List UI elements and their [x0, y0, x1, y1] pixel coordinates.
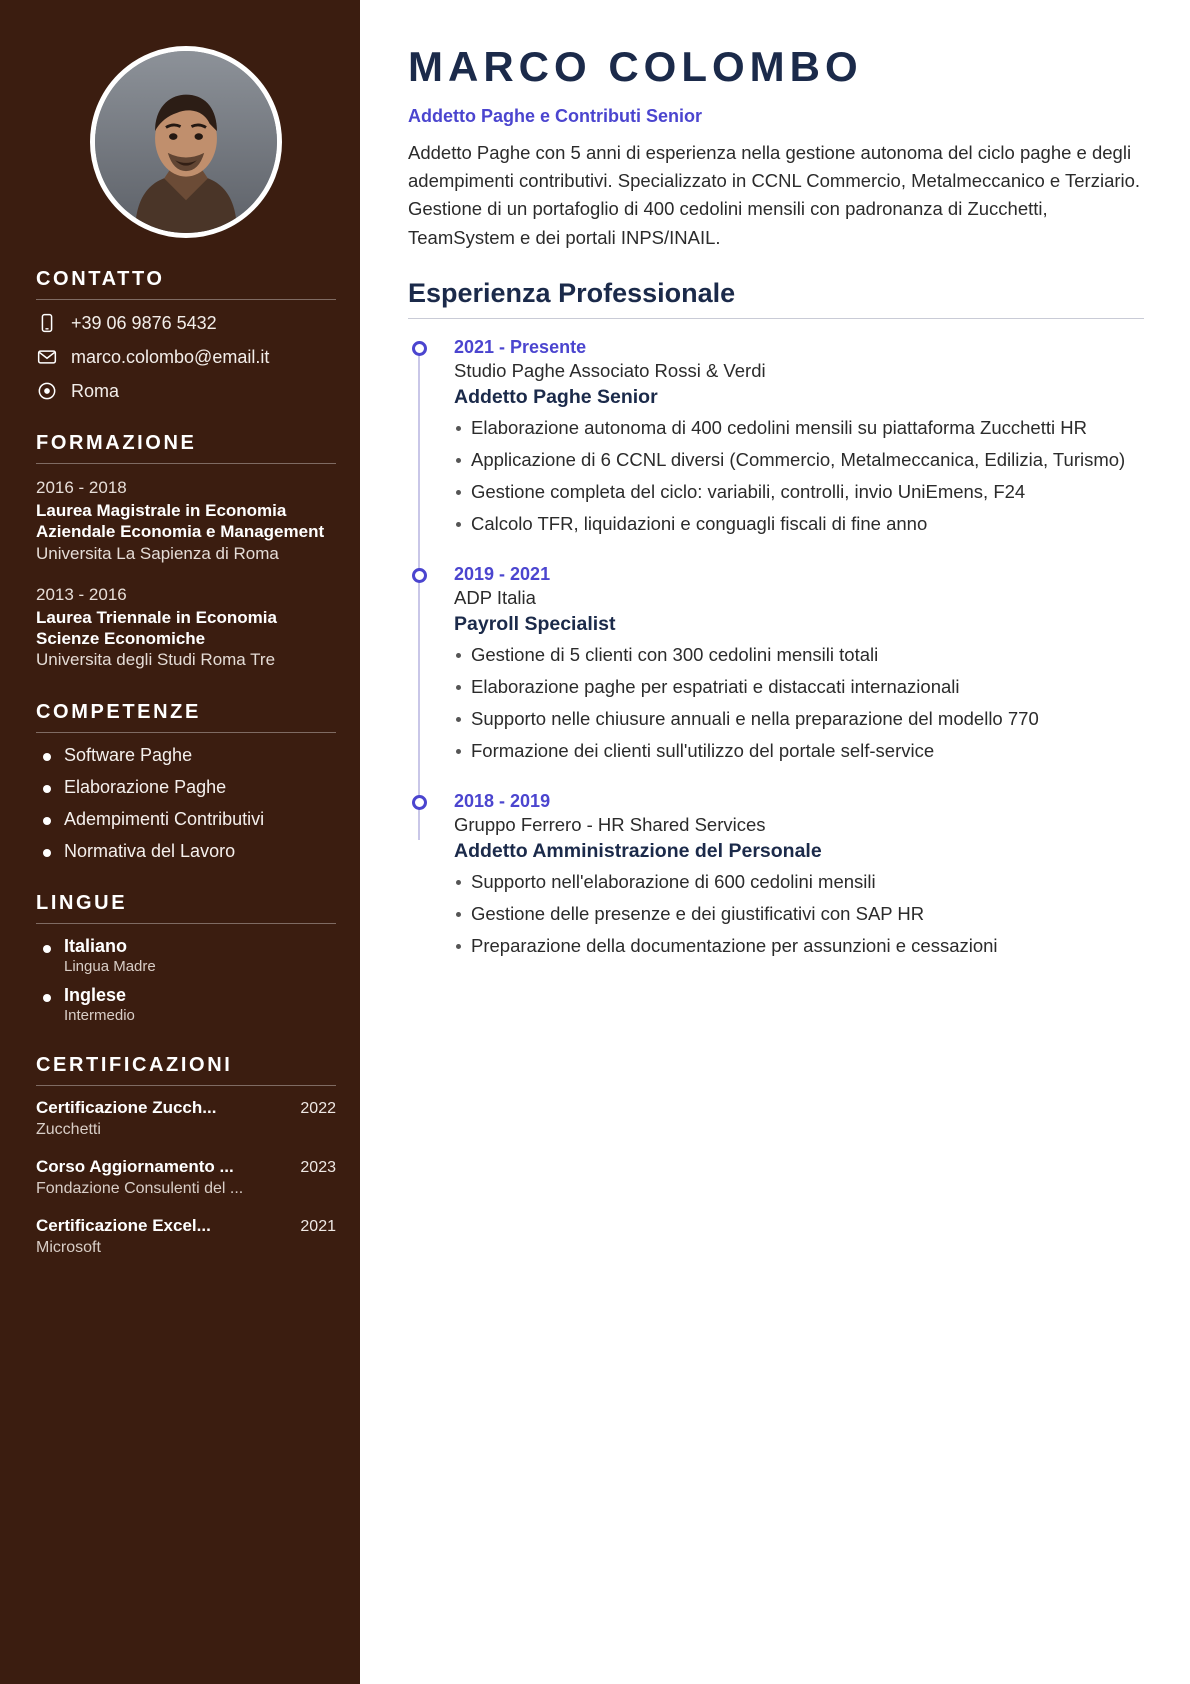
skills-section — [36, 701, 336, 862]
education-degree: Laurea Magistrale in Economia Aziendale Economia e Management — [36, 500, 325, 542]
certification-org: Zucchetti — [36, 1121, 101, 1139]
list-item: Elaborazione paghe per espatriati e distaccati internazionali — [454, 674, 1144, 700]
list-item: Formazione dei clienti sull'utilizzo del portale self-service — [454, 738, 1144, 764]
language-level: Intermedio — [64, 1007, 135, 1025]
certification-year: 2022 — [300, 1100, 336, 1118]
education-date: 2016 - 2018 — [36, 478, 127, 497]
experience-title: Addetto Amministrazione del Personale — [454, 839, 822, 862]
list-item — [36, 936, 336, 975]
experience-item — [454, 791, 1144, 960]
certifications-section-title: CERTIFICAZIONI — [36, 1054, 336, 1086]
language-name: Italiano — [64, 936, 128, 957]
job-role-subtitle: Addetto Paghe e Contributi Senior — [408, 106, 703, 127]
education-school: Universita degli Studi Roma Tre — [36, 650, 276, 670]
list-item: Gestione completa del ciclo: variabili, controlli, invio UniEmens, F24 — [454, 479, 1144, 505]
main-content — [360, 0, 1190, 1684]
certification-name: Corso Aggiornamento ... — [36, 1157, 234, 1177]
list-item: Supporto nell'elaborazione di 600 cedolini mensili — [454, 869, 1144, 895]
education-item — [36, 583, 336, 672]
list-item: Supporto nelle chiusure annuali e nella preparazione del modello 770 — [454, 706, 1144, 732]
education-date: 2013 - 2016 — [36, 584, 127, 604]
avatar-container — [36, 46, 336, 238]
list-item: Calcolo TFR, liquidazioni e conguagli fiscali di fine anno — [454, 511, 1144, 537]
experience-bullets — [454, 415, 1144, 538]
email-icon — [36, 346, 58, 368]
list-item: Normativa del Lavoro — [36, 841, 336, 862]
certification-year: 2023 — [300, 1159, 336, 1177]
location-icon — [36, 380, 58, 402]
education-section-title: FORMAZIONE — [36, 432, 336, 464]
list-item: Elaborazione autonoma di 400 cedolini mensili su piattaforma Zucchetti HR — [454, 415, 1144, 441]
certification-name: Certificazione Excel... — [36, 1216, 211, 1236]
contact-section-title: CONTATTO — [36, 268, 336, 300]
experience-company: Studio Paghe Associato Rossi & Verdi — [454, 359, 766, 381]
sidebar — [0, 0, 360, 1684]
education-degree: Laurea Triennale in Economia Scienze Economiche — [36, 607, 277, 648]
certification-org: Fondazione Consulenti del ... — [36, 1180, 244, 1198]
education-school: Universita La Sapienza di Roma — [36, 543, 279, 563]
contact-location — [36, 380, 336, 402]
skills-list — [36, 745, 336, 862]
phone-icon — [36, 312, 58, 334]
list-item: Adempimenti Contributivi — [36, 809, 336, 830]
list-item — [36, 985, 336, 1024]
avatar-illustration — [95, 51, 277, 233]
education-section — [36, 432, 336, 671]
certification-org: Microsoft — [36, 1239, 101, 1257]
avatar — [90, 46, 282, 238]
list-item: Software Paghe — [36, 745, 336, 766]
contact-email-value: marco.colombo@email.it — [71, 346, 270, 367]
list-item: Preparazione della documentazione per assunzioni e cessazioni — [454, 933, 1144, 959]
languages-list — [36, 936, 336, 1024]
contact-phone-value: +39 06 9876 5432 — [71, 312, 217, 333]
experience-date: 2019 - 2021 — [454, 563, 551, 584]
contact-location-value: Roma — [71, 380, 120, 401]
languages-section — [36, 892, 336, 1024]
list-item: Gestione delle presenze e dei giustificativi con SAP HR — [454, 901, 1144, 927]
experience-section-title: Esperienza Professionale — [408, 278, 1144, 319]
experience-company: Gruppo Ferrero - HR Shared Services — [454, 813, 766, 835]
contact-email[interactable] — [36, 346, 336, 368]
language-level: Lingua Madre — [64, 958, 156, 976]
contact-phone[interactable] — [36, 312, 336, 334]
page-title: MARCO COLOMBO — [408, 43, 863, 90]
experience-date: 2018 - 2019 — [454, 790, 551, 811]
language-name: Inglese — [64, 985, 127, 1006]
timeline-dot-icon — [412, 341, 427, 356]
profile-summary: Addetto Paghe con 5 anni di esperienza nella gestione autonoma del ciclo paghe e degli adempimenti contributivi. Specializzato in CCNL Commercio, Metalmeccanico e Terziario. Gestione di un portafoglio di 400 cedolini mensili con padronanza di Zucchetti, TeamSystem e dei portali INPS/INAIL. — [408, 142, 1141, 248]
list-item: Applicazione di 6 CCNL diversi (Commercio, Metalmeccanica, Edilizia, Turismo) — [454, 447, 1144, 473]
contact-section — [36, 268, 336, 402]
experience-title: Addetto Paghe Senior — [454, 385, 658, 408]
certification-year: 2021 — [300, 1218, 336, 1236]
experience-bullets — [454, 869, 1144, 960]
certification-name: Certificazione Zucch... — [36, 1098, 217, 1118]
timeline-dot-icon — [412, 795, 427, 810]
experience-item — [454, 337, 1144, 538]
experience-company: ADP Italia — [454, 586, 536, 608]
languages-section-title: LINGUE — [36, 892, 336, 924]
experience-date: 2021 - Presente — [454, 336, 587, 357]
experience-item — [454, 564, 1144, 765]
list-item: Gestione di 5 clienti con 300 cedolini mensili totali — [454, 642, 1144, 668]
list-item: Elaborazione Paghe — [36, 777, 336, 798]
experience-title: Payroll Specialist — [454, 612, 616, 635]
certifications-section — [36, 1054, 336, 1257]
timeline-dot-icon — [412, 568, 427, 583]
certification-item — [36, 1216, 336, 1257]
certification-item — [36, 1098, 336, 1139]
experience-bullets — [454, 642, 1144, 765]
education-item — [36, 476, 336, 565]
experience-timeline — [408, 337, 1144, 960]
skills-section-title: COMPETENZE — [36, 701, 336, 733]
certification-item — [36, 1157, 336, 1198]
